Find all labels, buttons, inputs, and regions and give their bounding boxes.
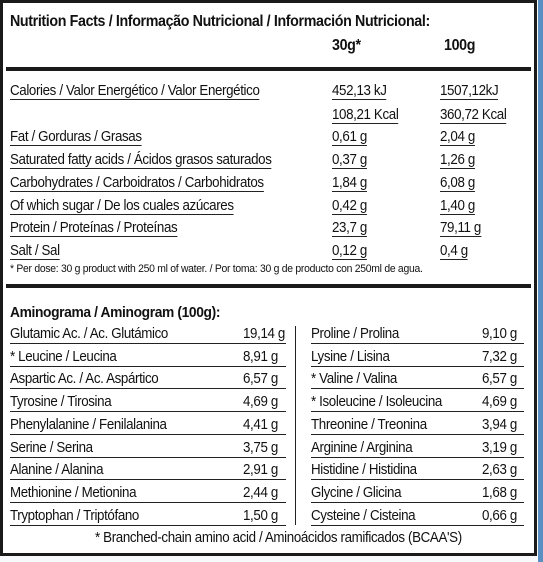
amino-right-value: 1,68 g (482, 485, 517, 501)
nutrient-value-per-100g: 1,26 g (440, 152, 475, 168)
amino-right-rule (311, 502, 524, 503)
nutrient-label: Of which sugar / De los cuales azúcares (10, 198, 234, 214)
amino-right-rule (311, 434, 524, 435)
amino-right-name: Proline / Prolina (311, 326, 399, 342)
amino-left-name: Phenylalanine / Fenilalanina (10, 417, 167, 433)
amino-right-name: Histidine / Histidina (311, 462, 417, 478)
nutrient-label: Saturated fatty acids / Ácidos grasos saturados (10, 152, 272, 168)
header-divider (6, 67, 531, 71)
amino-right-name: Threonine / Treonina (311, 417, 427, 433)
amino-left-value: 8,91 g (243, 349, 278, 365)
amino-left-name: Tyrosine / Tirosina (10, 394, 112, 410)
bcaa-note: * Branched-chain amino acid / Aminoácidos ramificados (BCAA'S) (95, 530, 462, 546)
amino-left-name: * Leucine / Leucina (10, 349, 117, 365)
amino-left-name: Aspartic Ac. / Ac. Aspártico (10, 371, 159, 387)
nutrient-label: Fat / Gorduras / Grasas (10, 129, 142, 145)
amino-right-name: Arginine / Arginina (311, 440, 413, 456)
column-header-per-dose: 30g* (332, 37, 361, 54)
amino-left-value: 2,91 g (243, 462, 278, 478)
amino-left-name: Glutamic Ac. / Ac. Glutámico (10, 326, 168, 342)
amino-left-name: Tryptophan / Triptófano (10, 508, 139, 524)
amino-left-value: 19,14 g (243, 326, 285, 342)
amino-right-value: 3,94 g (482, 417, 517, 433)
nutrient-value-per-100g: 79,11 g (440, 220, 481, 236)
amino-right-value: 6,57 g (482, 371, 517, 387)
amino-right-name: * Valine / Valina (311, 371, 397, 387)
amino-left-rule (10, 525, 286, 526)
nutrient-value-per-100g: 0,4 g (440, 243, 468, 259)
amino-right-value: 3,19 g (482, 440, 517, 456)
nutrient-label: Calories / Valor Energético / Valor Energético (10, 83, 260, 99)
amino-right-rule (311, 343, 524, 344)
amino-left-rule (10, 434, 286, 435)
amino-left-name: Methionine / Metionina (10, 485, 137, 501)
aminogram-title: Aminograma / Aminogram (100g): (10, 304, 221, 321)
nutrient-value-per-100g: 1507,12kJ (440, 83, 499, 99)
nutrient-value-per-100g: 6,08 g (440, 175, 475, 191)
amino-left-value: 1,50 g (243, 508, 278, 524)
amino-right-value: 4,69 g (482, 394, 517, 410)
amino-left-rule (10, 457, 286, 458)
amino-right-value: 0,66 g (482, 508, 517, 524)
amino-right-name: Glycine / Glicina (311, 485, 402, 501)
dose-note: * Per dose: 30 g product with 250 ml of water. / Por toma: 30 g de producto con 250ml de agua. (10, 263, 423, 275)
nutrient-value-per-100g: 360,72 Kcal (440, 107, 507, 123)
amino-right-rule (311, 479, 524, 480)
amino-left-rule (10, 388, 286, 389)
nutrient-value-per-dose: 0,37 g (332, 152, 367, 168)
amino-right-rule (311, 411, 524, 412)
nutrient-label: Salt / Sal (10, 243, 60, 259)
amino-right-name: * Isoleucine / Isoleucina (311, 394, 442, 410)
amino-right-rule (311, 366, 524, 367)
amino-left-value: 4,41 g (243, 417, 278, 433)
amino-left-value: 6,57 g (243, 371, 278, 387)
amino-left-name: Serine / Serina (10, 440, 93, 456)
amino-column-separator (295, 326, 296, 525)
section-divider (6, 284, 531, 288)
column-header-per-100g: 100g (444, 37, 476, 54)
amino-right-rule (311, 388, 524, 389)
nutrient-value-per-dose: 0,61 g (332, 129, 367, 145)
amino-left-value: 2,44 g (243, 485, 278, 501)
amino-right-value: 7,32 g (482, 349, 517, 365)
edge-stripe (538, 0, 543, 562)
amino-left-rule (10, 411, 286, 412)
nutrient-value-per-dose: 1,84 g (332, 175, 367, 191)
amino-left-rule (10, 343, 286, 344)
nutrient-label: Carbohydrates / Carboidratos / Carbohidratos (10, 175, 264, 191)
amino-right-name: Lysine / Lisina (311, 349, 390, 365)
amino-right-name: Cysteine / Cisteina (311, 508, 416, 524)
amino-left-rule (10, 502, 286, 503)
amino-left-value: 3,75 g (243, 440, 278, 456)
amino-left-name: Alanine / Alanina (10, 462, 104, 478)
nutrient-value-per-dose: 452,13 kJ (332, 83, 387, 99)
label-title: Nutrition Facts / Informação Nutricional / Información Nutricional: (10, 13, 430, 30)
amino-right-value: 9,10 g (482, 326, 517, 342)
nutrient-label: Protein / Proteínas / Proteínas (10, 220, 178, 236)
amino-right-value: 2,63 g (482, 462, 517, 478)
amino-left-rule (10, 479, 286, 480)
nutrient-value-per-dose: 0,12 g (332, 243, 367, 259)
amino-left-value: 4,69 g (243, 394, 278, 410)
nutrient-value-per-dose: 23,7 g (332, 220, 367, 236)
amino-right-rule (311, 457, 524, 458)
nutrient-value-per-100g: 1,40 g (440, 198, 475, 214)
amino-left-rule (10, 366, 286, 367)
amino-right-rule (311, 525, 524, 526)
nutrient-value-per-dose: 108,21 Kcal (332, 107, 399, 123)
nutrient-value-per-dose: 0,42 g (332, 198, 367, 214)
nutrient-value-per-100g: 2,04 g (440, 129, 475, 145)
